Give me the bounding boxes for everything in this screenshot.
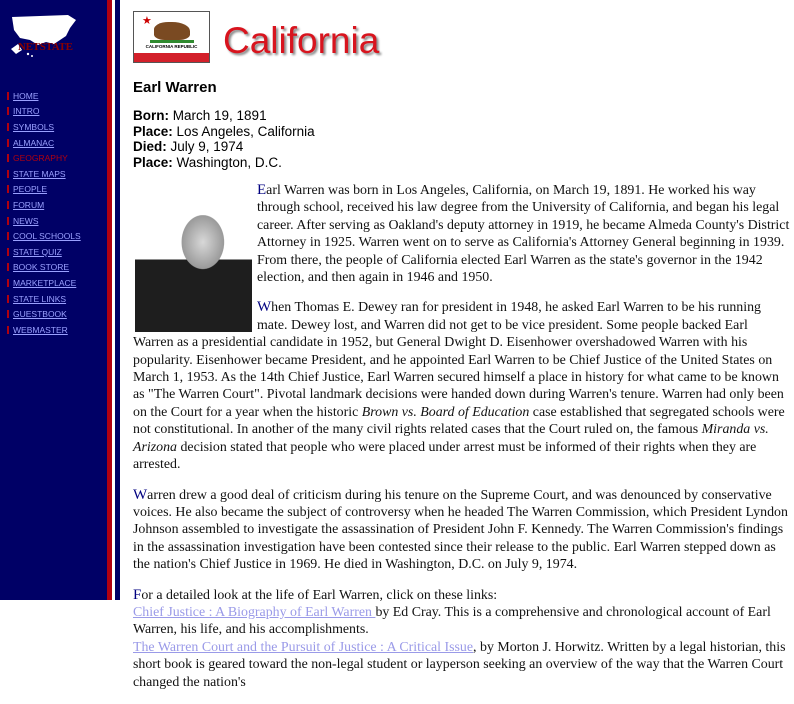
logo-text: NETSTATE bbox=[18, 41, 73, 53]
nav-bullet-icon bbox=[7, 217, 9, 225]
nav-bullet-icon bbox=[7, 326, 9, 334]
paragraph-links: For a detailed look at the life of Earl Warren, click on these links: Chief Justice : A Biography of Earl Warren by Ed Cray. This is a comprehensive and chronological account of Earl Warren, his life, and his accomplishments. The Warren Court and the Pursuit of Justice : A Critical Issue, by Morton J. Horwitz. Written by a legal historian, this short book is geared toward the non-legal student or layperson seeking an overview of the way that the Warren Court changed the nation's bbox=[133, 586, 786, 690]
nav-item-marketplace[interactable] bbox=[7, 275, 81, 291]
nav-bullet-icon bbox=[7, 154, 9, 162]
nav-bullet-icon bbox=[7, 232, 9, 240]
article-body bbox=[133, 182, 790, 704]
link-chief-justice-biography[interactable]: Chief Justice : A Biography of Earl Warren bbox=[133, 604, 376, 620]
nav-item-book-store[interactable] bbox=[7, 260, 81, 276]
birth-place: Los Angeles, California bbox=[176, 123, 315, 139]
nav-item-state-links[interactable] bbox=[7, 291, 81, 307]
nav-item-guestbook[interactable] bbox=[7, 306, 81, 322]
nav-bullet-icon bbox=[7, 92, 9, 100]
california-flag bbox=[133, 11, 210, 63]
page-title: California bbox=[223, 20, 380, 61]
nav-item-state-quiz[interactable] bbox=[7, 244, 81, 260]
nav-link[interactable]: GEOGRAPHY bbox=[13, 153, 68, 164]
nav-bullet-icon bbox=[7, 201, 9, 209]
nav-item-geography[interactable] bbox=[7, 150, 81, 166]
nav-link[interactable]: PEOPLE bbox=[13, 184, 48, 195]
nav-item-intro[interactable] bbox=[7, 104, 81, 120]
nav-item-state-maps[interactable] bbox=[7, 166, 81, 182]
person-facts: Born: March 19, 1891 Place: Los Angeles, California Died: July 9, 1974 Place: Washington, D.C. bbox=[133, 108, 315, 170]
nav-link[interactable]: STATE QUIZ bbox=[13, 246, 62, 257]
nav-bullet-icon bbox=[7, 279, 9, 287]
link-warren-court-book[interactable]: The Warren Court and the Pursuit of Justice : A Critical Issue bbox=[133, 639, 474, 655]
nav-bullet-icon bbox=[7, 185, 9, 193]
nav-bullet-icon bbox=[7, 248, 9, 256]
nav-bullet-icon bbox=[7, 310, 9, 318]
nav-item-forum[interactable] bbox=[7, 197, 81, 213]
nav-bullet-icon bbox=[7, 139, 9, 147]
nav-bullet-icon bbox=[7, 107, 9, 115]
blue-stripe bbox=[115, 0, 120, 600]
paragraph-later-life: Warren drew a good deal of criticism during his tenure on the Supreme Court, and was denounced by conservative voices. He also became the subject of controversy when he headed The Warren Commission, which President Lyndon Johnson assembled to investigate the assassination of President John F. Kennedy. The Warren Commission's findings in the assassination investigation have been contested since their release to the public. Earl Warren stepped down as the nation's Chief Justice in 1969. He died in Washington, D.C. on July 9, 1974. bbox=[133, 486, 788, 573]
nav-item-symbols[interactable] bbox=[7, 119, 81, 135]
nav-menu bbox=[7, 88, 81, 338]
person-name: Earl Warren bbox=[133, 79, 217, 96]
nav-link[interactable]: STATE MAPS bbox=[13, 168, 66, 179]
nav-item-news[interactable] bbox=[7, 213, 81, 229]
nav-bullet-icon bbox=[7, 123, 9, 131]
star-icon: ★ bbox=[142, 15, 152, 27]
death-place: Washington, D.C. bbox=[176, 154, 282, 170]
nav-item-webmaster[interactable] bbox=[7, 322, 81, 338]
nav-bullet-icon bbox=[7, 170, 9, 178]
nav-item-almanac[interactable] bbox=[7, 135, 81, 151]
nav-link[interactable]: NEWS bbox=[13, 215, 39, 226]
nav-link[interactable]: COOL SCHOOLS bbox=[13, 231, 81, 242]
nav-bullet-icon bbox=[7, 263, 9, 271]
netstate-logo[interactable] bbox=[8, 14, 78, 59]
nav-link[interactable]: STATE LINKS bbox=[13, 293, 67, 304]
nav-link[interactable]: WEBMASTER bbox=[13, 324, 68, 335]
nav-link[interactable]: SYMBOLS bbox=[13, 121, 55, 132]
born-date: March 19, 1891 bbox=[172, 108, 267, 123]
nav-item-home[interactable] bbox=[7, 88, 81, 104]
nav-bullet-icon bbox=[7, 295, 9, 303]
bear-icon bbox=[154, 22, 190, 40]
nav-link[interactable]: FORUM bbox=[13, 199, 45, 210]
paragraph-chief-justice: When Thomas E. Dewey ran for president in 1948, he asked Earl Warren to be his running mate. Dewey lost, and Warren did not get to be vice president. Some people backed Earl Warren as a presidential candidate in 1952, but General Dwight D. Eisenhower overshadowed Warren with his popularity. Eisenhower became President, and he appointed Earl Warren to be Chief Justice of the United States on March 1, 1953. As the 14th Chief Justice, Earl Warren secured himself a place in history for what came to be known as "The Warren Court". Pivotal landmark decisions were handed down during Warren's tenure. Warren had only been on the Court for a year when the historic Brown vs. Board of Education case established that segregated schools were not constitutional. In another of the many civil rights related cases that the Court ruled on, the famous Miranda vs. Arizona decision stated that people who were placed under arrest must be informed of their rights when they are arrested. bbox=[133, 299, 785, 473]
nav-item-cool-schools[interactable] bbox=[7, 228, 81, 244]
nav-link[interactable]: ALMANAC bbox=[13, 137, 55, 148]
died-date: July 9, 1974 bbox=[170, 139, 244, 154]
nav-link[interactable]: GUESTBOOK bbox=[13, 309, 67, 320]
nav-link[interactable]: HOME bbox=[13, 90, 39, 101]
nav-item-people[interactable] bbox=[7, 182, 81, 198]
sidebar bbox=[0, 0, 107, 600]
flag-text: CALIFORNIA REPUBLIC bbox=[145, 44, 198, 49]
nav-link[interactable]: MARKETPLACE bbox=[13, 277, 77, 288]
nav-link[interactable]: INTRO bbox=[13, 106, 40, 117]
paragraph-early-life: Earl Warren was born in Los Angeles, California, on March 19, 1891. He worked his way through school, received his law degree from the University of California, and began his legal career. After serving as Oakland's deputy attorney in 1919, he became Almeda County's District Attorney in 1925. Warren went on to serve as California's Attorney General beginning in 1939. From there, the people of California elected Earl Warren as the state's governor in the 1942 election, and then again in 1946 and 1950. bbox=[257, 182, 790, 286]
nav-link[interactable]: BOOK STORE bbox=[13, 262, 70, 273]
